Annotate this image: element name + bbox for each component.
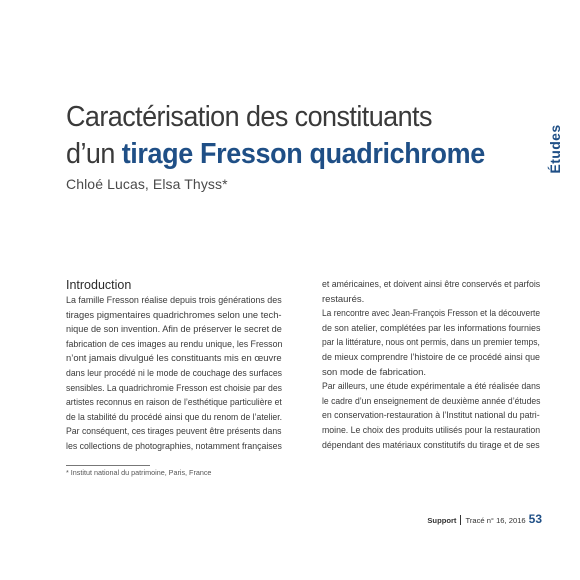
page-footer bbox=[427, 512, 542, 526]
paragraph-line: de son atelier, complétées par les informations fournies bbox=[322, 322, 541, 334]
paragraph-line: n’ont jamais divulgué les constituants mis en œuvre bbox=[66, 353, 282, 365]
paragraph-line: Par conséquent, ces tirages peuvent être présents dans bbox=[66, 426, 282, 438]
footer-separator bbox=[460, 515, 461, 525]
paragraph-line: Par ailleurs, une étude expérimentale a été réalisée dans bbox=[322, 381, 541, 393]
section-heading-introduction: Introduction bbox=[66, 278, 132, 292]
paragraph-line: sensibles. La quadrichromie Fresson est choisie par des bbox=[66, 382, 282, 394]
article-title bbox=[66, 99, 512, 173]
paragraph-line: le cadre d’un enseignement de deuxième année d’études bbox=[322, 395, 541, 407]
paragraph-line: dans leur procédé ni le mode de couchage des surfaces bbox=[66, 367, 283, 379]
title-prefix: d’un bbox=[66, 138, 122, 170]
body-column-right bbox=[322, 278, 540, 453]
paragraph-line: La rencontre avec Jean-François Fresson et la découverte bbox=[322, 308, 541, 320]
paragraph-line: de la stabilité du procédé ainsi que du renom de l’atelier. bbox=[66, 411, 283, 423]
paragraph-line: fabrication de ces images au rendu unique, les Fresson bbox=[66, 338, 283, 350]
paragraph-line: en conservation-restauration à l’Institut national du patri- bbox=[322, 410, 540, 422]
paragraph-line: les collections de photographies, notamment françaises bbox=[66, 440, 282, 452]
journal-name: Support bbox=[427, 516, 457, 525]
page-number: 53 bbox=[528, 512, 542, 526]
paragraph-line: moine. Le choix des produits utilisés pour la restauration bbox=[322, 424, 541, 436]
footnote-divider bbox=[66, 465, 150, 466]
paragraph-line: et américaines, et doivent ainsi être conservés et parfois bbox=[322, 279, 541, 290]
paragraph-line: son mode de fabrication. bbox=[322, 366, 427, 378]
section-label-text: Études bbox=[547, 124, 563, 174]
authors: Chloé Lucas, Elsa Thyss* bbox=[66, 176, 228, 192]
body-column-left bbox=[66, 278, 282, 455]
title-line-1: Caractérisation des constituants bbox=[66, 101, 432, 133]
paragraph-line: nique de son invention. Afin de préserver le secret de bbox=[66, 324, 282, 336]
paragraph-line: tirages pigmentaires quadrichromes selon une tech- bbox=[66, 309, 282, 321]
footnote: * Institut national du patrimoine, Paris, France bbox=[66, 468, 212, 477]
paragraph-line: artistes reconnus en raison de l’esthétique particulière et bbox=[66, 397, 282, 409]
paragraph-line: par la littérature, nous ont permis, dans un premier temps, bbox=[322, 337, 540, 349]
paragraph-line: La famille Fresson réalise depuis trois générations des bbox=[66, 295, 282, 306]
paragraph-line: de mieux comprendre l’histoire de ce procédé ainsi que bbox=[322, 351, 540, 363]
section-label bbox=[540, 117, 570, 181]
title-emphasis: tirage Fresson quadrichrome bbox=[121, 138, 485, 170]
paragraph-line: restaurés. bbox=[322, 293, 365, 305]
paragraph-line: dépendant des matériaux constitutifs du tirage et de ses bbox=[322, 439, 540, 451]
journal-issue: Tracé n° 16, 2016 bbox=[465, 516, 526, 525]
title-line-2 bbox=[66, 136, 512, 173]
